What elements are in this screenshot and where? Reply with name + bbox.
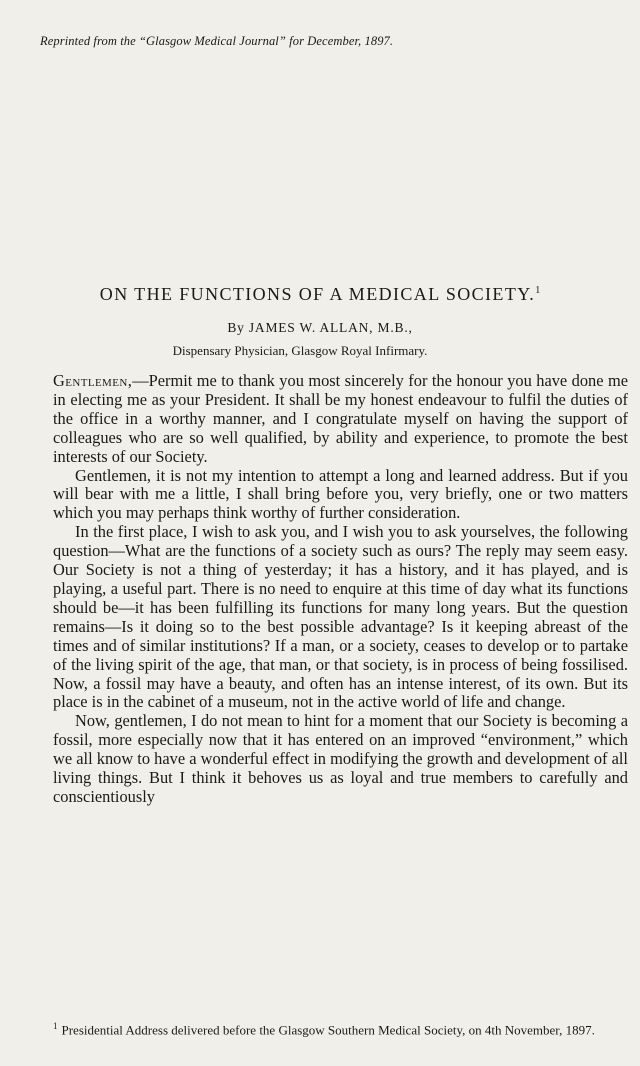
article-title — [0, 284, 640, 305]
footnote-mark: 1 — [53, 1021, 58, 1031]
paragraph-3: In the first place, I wish to ask you, and I wish you to ask yourselves, the following question—What are the functions of a society such as ours? The reply may seem easy. Our Society is not a thing of yesterday; it has a history, and it has played, and is playing, a useful part. There is no need to enquire at this time of day what its functions should be—it has been fulfilling its functions for many long years. But the question remains—Is it doing so to the best possible advantage? Is it keeping abreast of the times and of similar institutions? If a man, or a society, ceases to develop or to partake of the living spirit of the age, that man, or that society, is in process of being fossilised. Now, a fossil may have a beauty, and often has an intense interest, of its own. But its place is in the cabinet of a museum, not in the active world of life and change. — [53, 522, 628, 712]
title-footnote-mark: 1 — [535, 285, 541, 296]
title-text: ON THE FUNCTIONS OF A MEDICAL SOCIETY. — [99, 284, 536, 304]
article-body — [53, 372, 628, 807]
footnote-text: Presidential Address delivered before the Glasgow Southern Medical Society, on 4th November, 1897. — [61, 1022, 595, 1038]
paragraph-2: Gentlemen, it is not my intention to attempt a long and learned address. But if you will bear with me a little, I shall bring before you, very briefly, one or two matters which you may perhaps think worthy of further consideration. — [53, 465, 628, 523]
footnote — [53, 1018, 628, 1038]
author-byline: By JAMES W. ALLAN, M.B., — [227, 320, 413, 335]
paragraph-1-text: —Permit me to thank you most sincerely for the honour you have done me in electing me as your President. It shall be my honest endeavour to fulfil the duties of the office in a worthy manner, and I congratulate myself on having the support of colleagues who are so well qualified, by ability and experience, to promote the best interests of our Society. — [53, 371, 628, 466]
salutation: Gentlemen, — [53, 371, 133, 390]
author-affiliation: Dispensary Physician, Glasgow Royal Infirmary. — [172, 343, 428, 358]
reprint-note: Reprinted from the “Glasgow Medical Journal” for December, 1897. — [40, 34, 394, 48]
paragraph-1 — [53, 372, 628, 467]
paragraph-4: Now, gentlemen, I do not mean to hint for a moment that our Society is becoming a fossil, more especially now that it has entered on an improved “environment,” which we all know to have a wonderful effect in modifying the growth and development of all living things. But I think it behoves us as loyal and true members to carefully and conscientiously — [53, 711, 628, 806]
